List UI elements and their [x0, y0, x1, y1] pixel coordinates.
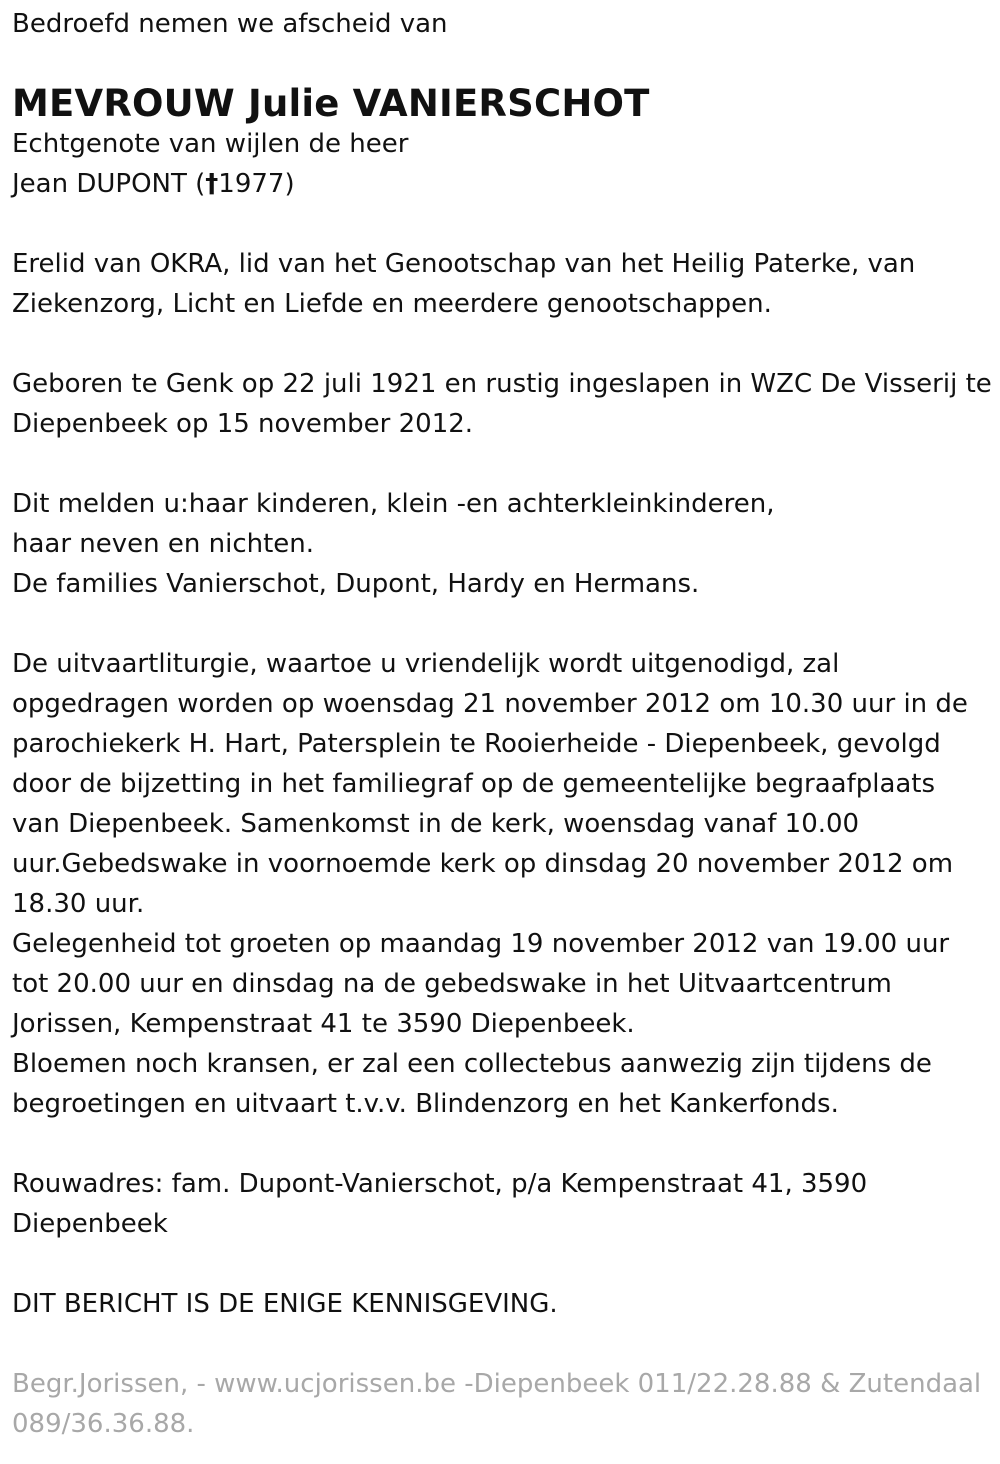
funeral-line: Gelegenheid tot groeten op maandag 19 november 2012 van 19.00 uur	[12, 929, 950, 959]
spouse-name: Jean DUPONT (	[12, 169, 206, 199]
memberships-block	[12, 244, 988, 324]
spouse-name-line	[12, 164, 988, 204]
funeral-line: door de bijzetting in het familiegraf op de gemeentelijke begraafplaats	[12, 769, 936, 799]
funeral-block	[12, 644, 988, 1124]
footer-block	[12, 1364, 988, 1444]
funeral-line: tot 20.00 uur en dinsdag na de gebedswake in het Uitvaartcentrum	[12, 969, 892, 999]
footer-line: Begr.Jorissen, - www.ucjorissen.be -Diepenbeek 011/22.28.88 & Zutendaal	[12, 1369, 982, 1399]
spouse-block	[12, 124, 988, 204]
funeral-line: Bloemen noch kransen, er zal een collectebus aanwezig zijn tijdens de	[12, 1049, 932, 1079]
announcers-block	[12, 484, 988, 604]
footer-line: 089/36.36.88.	[12, 1409, 195, 1439]
address-line: Rouwadres: fam. Dupont-Vanierschot, p/a Kempenstraat 41, 3590	[12, 1169, 868, 1199]
deceased-name: MEVROUW Julie VANIERSCHOT	[12, 82, 650, 125]
spouse-death-year: 1977)	[218, 169, 295, 199]
announcers-line: De families Vanierschot, Dupont, Hardy en Hermans.	[12, 569, 700, 599]
notice-text: DIT BERICHT IS DE ENIGE KENNISGEVING.	[12, 1289, 558, 1319]
announcers-line: Dit melden u:haar kinderen, klein -en achterkleinkinderen,	[12, 489, 775, 519]
notice-block	[12, 1284, 988, 1324]
memberships-line: Erelid van OKRA, lid van het Genootschap van het Heilig Paterke, van	[12, 249, 916, 279]
funeral-line: 18.30 uur.	[12, 889, 145, 919]
funeral-line: van Diepenbeek. Samenkomst in de kerk, woensdag vanaf 10.00	[12, 809, 860, 839]
birth-death-block	[12, 364, 992, 444]
address-line: Diepenbeek	[12, 1209, 168, 1239]
announcers-line: haar neven en nichten.	[12, 529, 315, 559]
birth-death-line: Diepenbeek op 15 november 2012.	[12, 409, 474, 439]
funeral-line: Jorissen, Kempenstraat 41 te 3590 Diepenbeek.	[12, 1009, 635, 1039]
cross-icon: †	[205, 169, 219, 199]
memberships-line: Ziekenzorg, Licht en Liefde en meerdere genootschappen.	[12, 289, 772, 319]
address-block	[12, 1164, 988, 1244]
funeral-line: uur.Gebedswake in voornoemde kerk op dinsdag 20 november 2012 om	[12, 849, 954, 879]
spouse-line: Echtgenote van wijlen de heer	[12, 129, 409, 159]
funeral-line: opgedragen worden op woensdag 21 november 2012 om 10.30 uur in de	[12, 689, 968, 719]
funeral-line: begroetingen en uitvaart t.v.v. Blindenzorg en het Kankerfonds.	[12, 1089, 839, 1119]
funeral-line: parochiekerk H. Hart, Patersplein te Rooierheide - Diepenbeek, gevolgd	[12, 729, 941, 759]
funeral-line: De uitvaartliturgie, waartoe u vriendelijk wordt uitgenodigd, zal	[12, 649, 840, 679]
intro-text: Bedroefd nemen we afscheid van	[12, 9, 448, 39]
birth-death-line: Geboren te Genk op 22 juli 1921 en rustig ingeslapen in WZC De Visserij te	[12, 369, 992, 399]
